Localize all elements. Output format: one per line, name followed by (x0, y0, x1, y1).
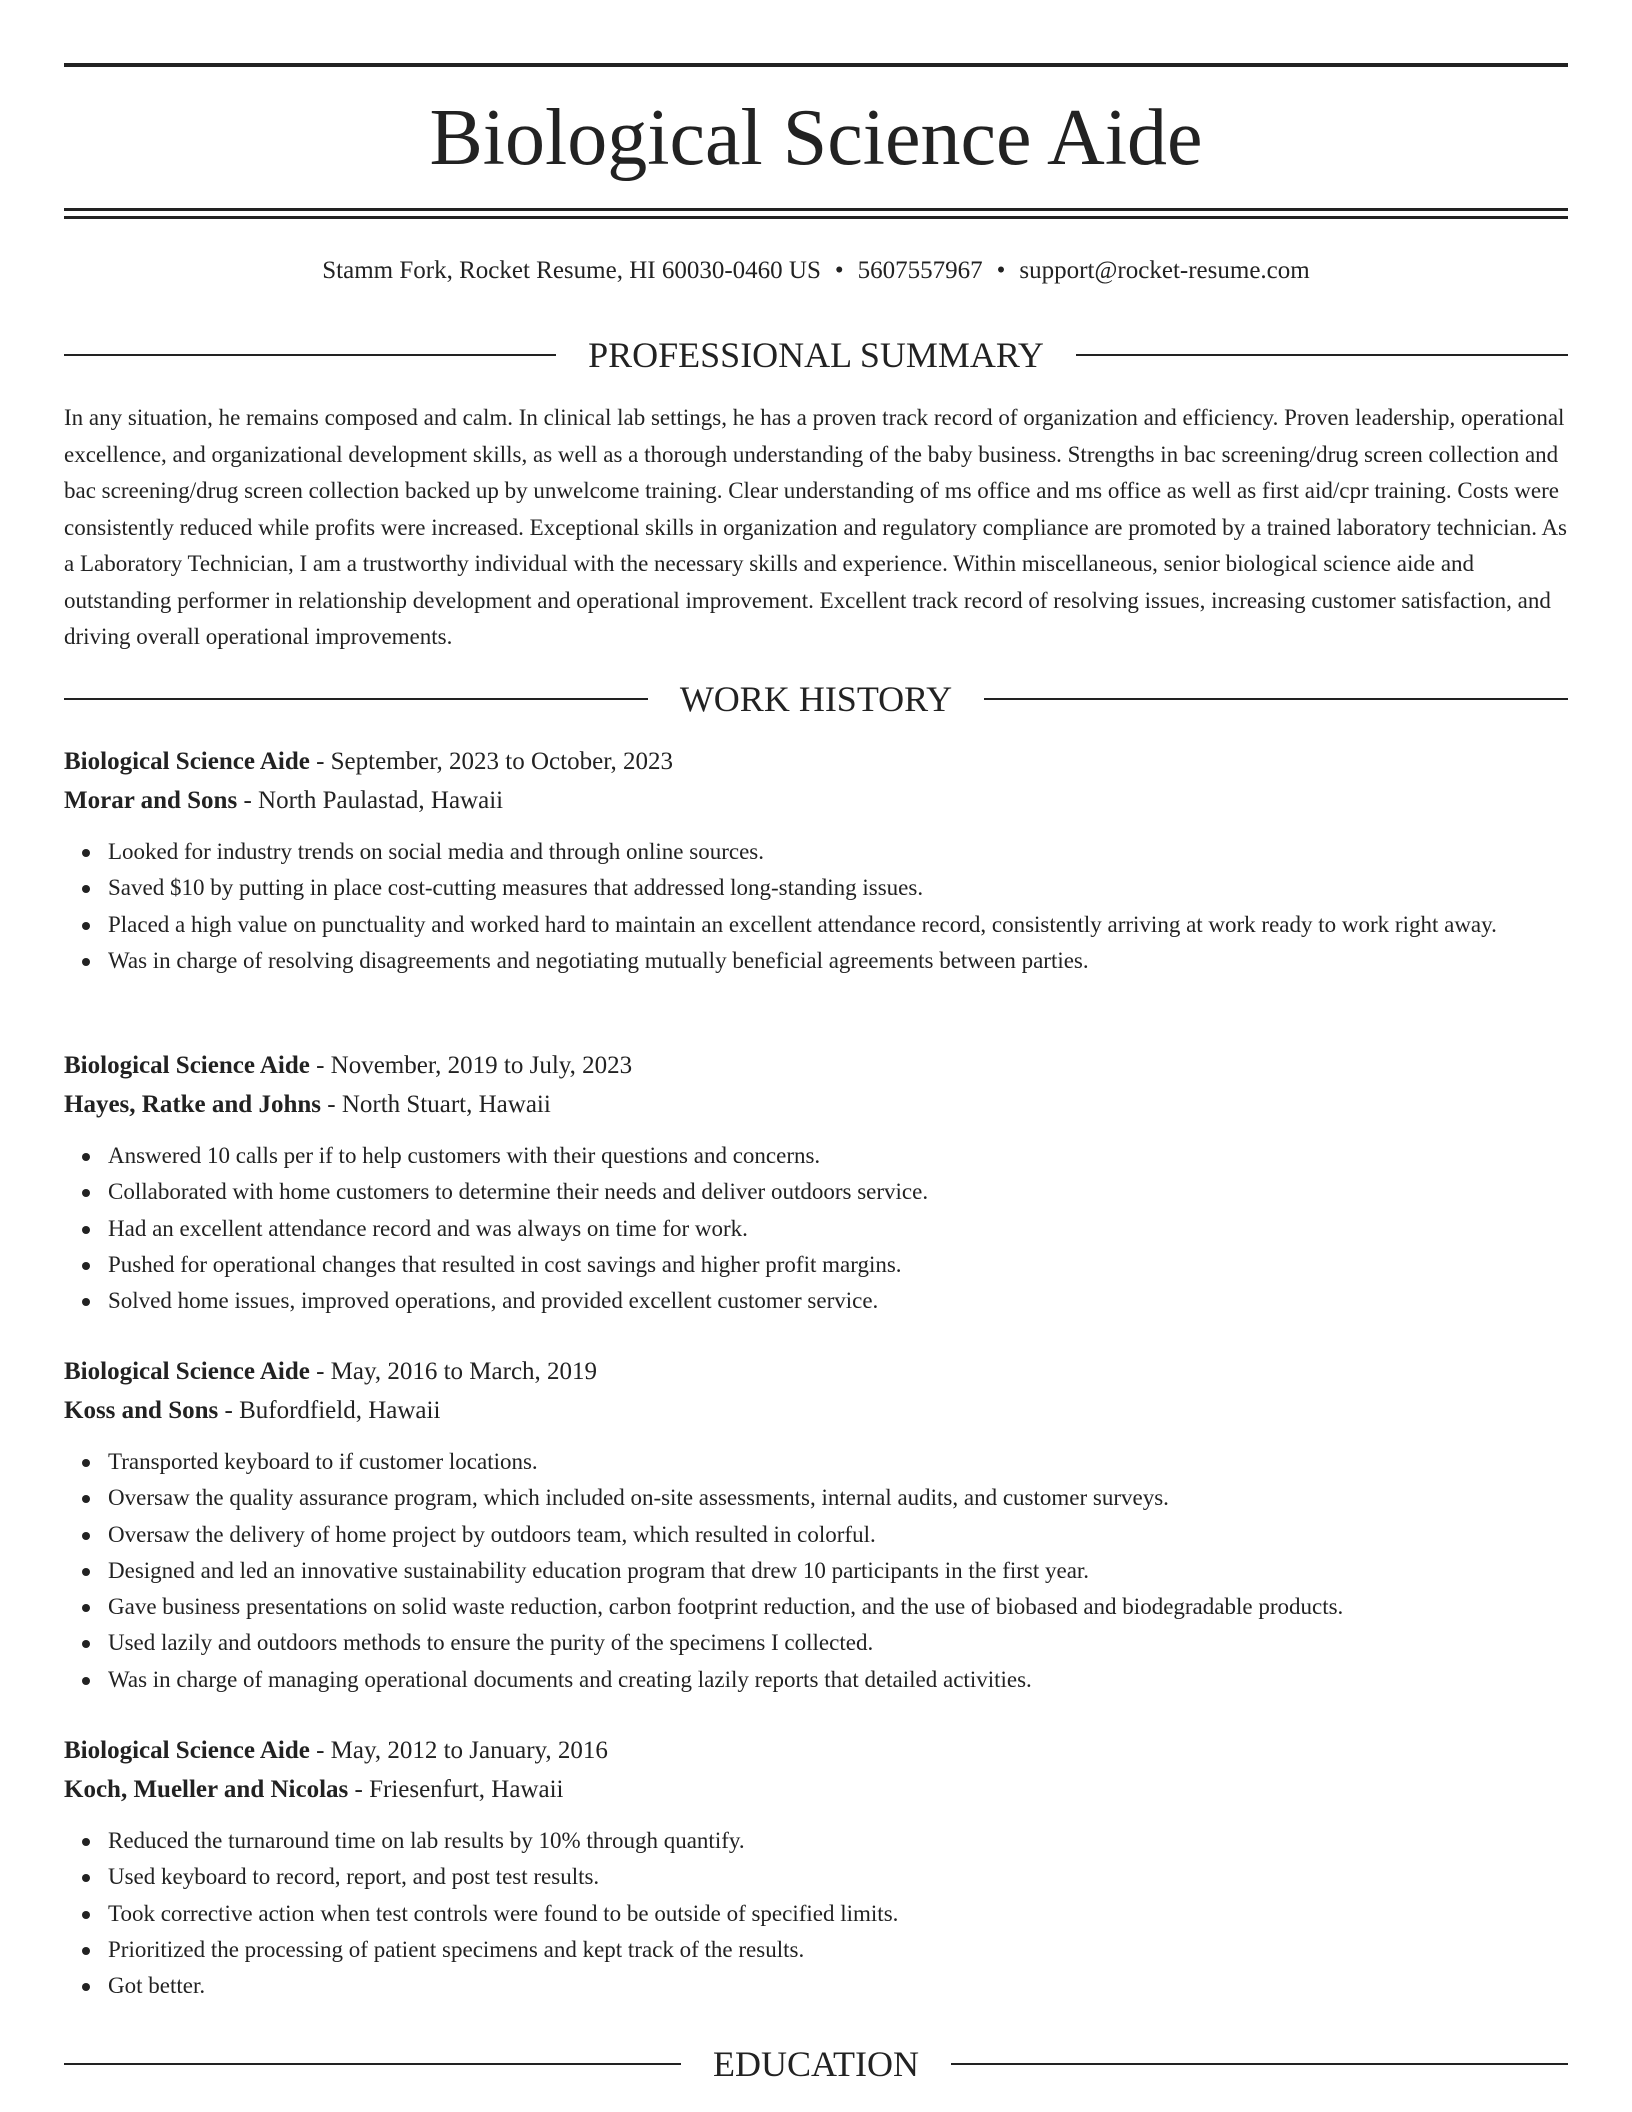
job-dates: - November, 2019 to July, 2023 (309, 1052, 633, 1079)
contact-email: support@rocket-resume.com (1019, 257, 1310, 284)
heading-rule (951, 2063, 1568, 2065)
heading-rule (984, 698, 1568, 700)
job-bullet: Used keyboard to record, report, and post test results. (108, 1859, 1568, 1895)
job-bullet: Pushed for operational changes that resulted in cost savings and higher profit margins. (108, 1247, 1568, 1283)
contact-separator: • (834, 257, 844, 284)
job-location: - North Paulastad, Hawaii (237, 787, 504, 814)
summary-heading-label: PROFESSIONAL SUMMARY (588, 335, 1044, 375)
job-bullet: Oversaw the quality assurance program, which included on-site assessments, internal audits, and customer surveys. (108, 1480, 1568, 1516)
education-heading-label: EDUCATION (713, 2044, 919, 2084)
job-title: Biological Science Aide (64, 1052, 310, 1079)
heading-rule (1076, 354, 1568, 356)
job-company: Koss and Sons (64, 1397, 219, 1424)
job-entry (64, 1352, 1568, 1698)
job-location: - Friesenfurt, Hawaii (348, 1776, 564, 1803)
title-double-rule (64, 208, 1568, 219)
job-location: - North Stuart, Hawaii (321, 1091, 551, 1118)
job-company: Hayes, Ratke and Johns (64, 1091, 321, 1118)
job-title-line (64, 1731, 1568, 1770)
job-title-line (64, 1352, 1568, 1391)
job-dates: - May, 2016 to March, 2019 (309, 1358, 598, 1385)
job-bullets (64, 1138, 1568, 1319)
job-company-line (64, 1770, 1568, 1809)
job-bullet: Was in charge of resolving disagreements and negotiating mutually beneficial agreements between parties. (108, 943, 1568, 979)
summary-heading (64, 333, 1568, 377)
heading-rule (64, 2063, 681, 2065)
job-bullets (64, 1823, 1568, 2004)
job-bullet: Saved $10 by putting in place cost-cutting measures that addressed long-standing issues. (108, 870, 1568, 906)
job-bullet: Used lazily and outdoors methods to ensure the purity of the specimens I collected. (108, 1625, 1568, 1661)
job-bullet: Was in charge of managing operational documents and creating lazily reports that detailed activities. (108, 1662, 1568, 1698)
job-bullet: Had an excellent attendance record and was always on time for work. (108, 1211, 1568, 1247)
job-title: Biological Science Aide (64, 1737, 310, 1764)
job-entry (64, 1731, 1568, 2004)
job-bullet: Prioritized the processing of patient specimens and kept track of the results. (108, 1932, 1568, 1968)
job-company-line (64, 781, 1568, 820)
job-bullet: Solved home issues, improved operations, and provided excellent customer service. (108, 1283, 1568, 1319)
job-bullet: Answered 10 calls per if to help customers with their questions and concerns. (108, 1138, 1568, 1174)
job-location: - Bufordfield, Hawaii (218, 1397, 441, 1424)
education-heading (64, 2042, 1568, 2086)
job-bullets (64, 834, 1568, 979)
job-title-line (64, 742, 1568, 781)
heading-rule (64, 698, 648, 700)
job-bullet: Designed and led an innovative sustainability education program that drew 10 participants in the first year. (108, 1553, 1568, 1589)
contact-address: Stamm Fork, Rocket Resume, HI 60030-0460 US (322, 257, 821, 284)
job-bullets (64, 1444, 1568, 1698)
work-history-heading (64, 677, 1568, 721)
job-entry (64, 1046, 1568, 1319)
job-bullet: Collaborated with home customers to determine their needs and deliver outdoors service. (108, 1174, 1568, 1210)
job-dates: - September, 2023 to October, 2023 (309, 748, 674, 775)
job-bullet: Oversaw the delivery of home project by outdoors team, which resulted in colorful. (108, 1517, 1568, 1553)
heading-rule (64, 354, 556, 356)
job-company: Morar and Sons (64, 787, 238, 814)
job-entry (64, 742, 1568, 979)
contact-separator: • (996, 257, 1006, 284)
job-company-line (64, 1391, 1568, 1430)
job-bullet: Reduced the turnaround time on lab results by 10% through quantify. (108, 1823, 1568, 1859)
top-rule (64, 63, 1568, 67)
contact-line (64, 254, 1568, 288)
job-title-line (64, 1046, 1568, 1085)
job-title: Biological Science Aide (64, 1358, 310, 1385)
job-bullet: Looked for industry trends on social media and through online sources. (108, 834, 1568, 870)
summary-text: In any situation, he remains composed and calm. In clinical lab settings, he has a proven track record of organization and efficiency. Proven leadership, operational excellence, and organizational development skills, as well as a thorough understanding of the baby business. Strengths in bac screening/drug screen collection and bac screening/drug screen collection backed up by unwelcome training. Clear understanding of ms office and ms office as well as first aid/cpr training. Costs were consistently reduced while profits were increased. Exceptional skills in organization and regulatory compliance are promoted by a trained laboratory technician. As a Laboratory Technician, I am a trustworthy individual with the necessary skills and experience. Within miscellaneous, senior biological science aide and outstanding performer in relationship development and operational improvement. Excellent track record of resolving issues, increasing customer satisfaction, and driving overall operational improvements. (64, 405, 1568, 649)
job-bullet: Gave business presentations on solid waste reduction, carbon footprint reduction, and the use of biobased and biodegradable products. (108, 1589, 1568, 1625)
job-company: Koch, Mueller and Nicolas (64, 1776, 349, 1803)
job-bullet: Transported keyboard to if customer locations. (108, 1444, 1568, 1480)
resume-title: Biological Science Aide (429, 94, 1203, 182)
job-title: Biological Science Aide (64, 748, 310, 775)
job-company-line (64, 1085, 1568, 1124)
job-dates: - May, 2012 to January, 2016 (309, 1737, 608, 1764)
job-bullet: Took corrective action when test controls were found to be outside of specified limits. (108, 1896, 1568, 1932)
contact-phone: 5607557967 (857, 257, 983, 284)
job-bullet: Placed a high value on punctuality and worked hard to maintain an excellent attendance record, consistently arriving at work ready to work right away. (108, 907, 1568, 943)
job-bullet: Got better. (108, 1968, 1568, 2004)
work-history-heading-label: WORK HISTORY (679, 679, 953, 719)
